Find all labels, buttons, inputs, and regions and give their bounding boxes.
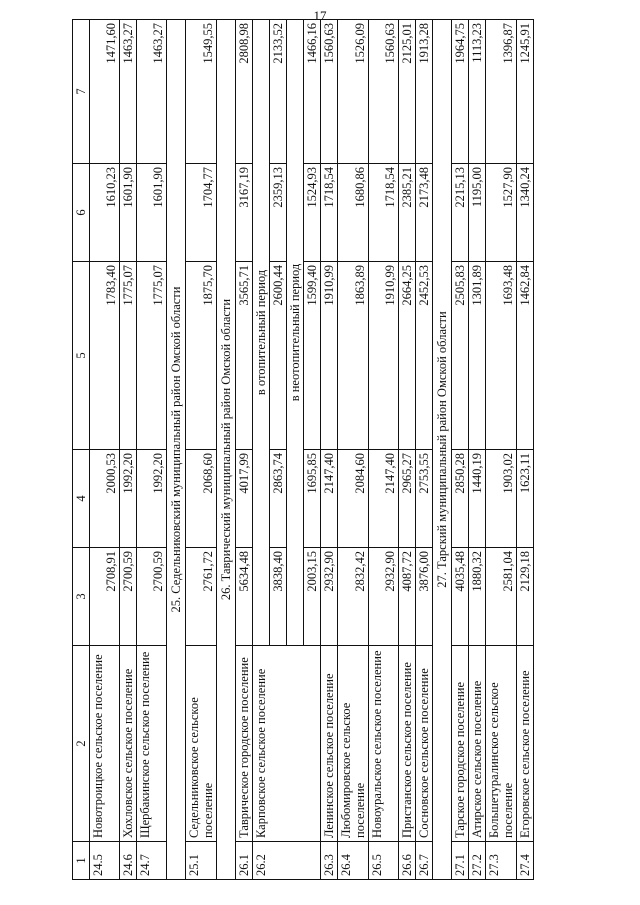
row-code: 26.3 — [321, 842, 338, 880]
value-cell: 3838,40 — [270, 548, 287, 646]
header-cell: 5 — [73, 262, 90, 450]
value-cell: 1910,99 — [321, 262, 338, 450]
value-cell: 2452,53 — [416, 262, 433, 450]
row-code: 27.1 — [452, 842, 469, 880]
value-cell: 1775,07 — [120, 262, 137, 450]
value-cell: 1463,27 — [137, 20, 167, 164]
tariff-table-rotated — [72, 20, 602, 880]
value-cell: 5634,48 — [236, 548, 253, 646]
table-row — [321, 20, 338, 880]
value-cell: 2133,52 — [270, 20, 287, 164]
value-cell: 2863,74 — [270, 450, 287, 548]
value-cell: 1863,89 — [338, 262, 369, 450]
row-name: Атирское сельское поселение — [469, 646, 486, 842]
period-label: в неотопительный период — [287, 20, 304, 646]
value-cell: 1601,90 — [120, 164, 137, 262]
value-cell: 2003,15 — [304, 548, 321, 646]
table-row — [486, 20, 517, 880]
row-name: Таврическое городское поселение — [236, 646, 253, 842]
value-cell: 1440,19 — [469, 450, 486, 548]
value-cell: 2359,13 — [270, 164, 287, 262]
row-name: Егоровское сельское поселение — [517, 646, 534, 842]
value-cell: 1549,55 — [186, 20, 217, 164]
value-cell: 1560,63 — [321, 20, 338, 164]
table-header-row — [73, 20, 90, 880]
row-code: 24.7 — [137, 842, 167, 880]
value-cell: 2850,28 — [452, 450, 469, 548]
value-cell: 1524,93 — [304, 164, 321, 262]
section-heading-row — [167, 20, 186, 880]
table-row — [469, 20, 486, 880]
value-cell: 1471,60 — [90, 20, 120, 164]
row-name: Большетуралинское сельское поселение — [486, 646, 517, 842]
row-code: 26.5 — [369, 842, 399, 880]
table-row — [137, 20, 167, 880]
header-cell: 2 — [73, 646, 90, 842]
value-cell: 2215,13 — [452, 164, 469, 262]
table-row — [236, 20, 253, 880]
row-code: 26.7 — [416, 842, 433, 880]
value-cell: 2385,21 — [399, 164, 416, 262]
value-cell: 3876,00 — [416, 548, 433, 646]
value-cell: 2832,42 — [338, 548, 369, 646]
value-cell: 2932,90 — [369, 548, 399, 646]
value-cell: 1875,70 — [186, 262, 217, 450]
tariff-table — [72, 19, 534, 880]
value-cell: 1783,40 — [90, 262, 120, 450]
value-cell: 2700,59 — [137, 548, 167, 646]
section-heading-row — [433, 20, 452, 880]
row-name: Сосновское сельское поселение — [416, 646, 433, 842]
value-cell: 4087,72 — [399, 548, 416, 646]
period-label: в отопительный период — [253, 20, 270, 646]
table-row — [253, 20, 270, 880]
value-cell: 2600,44 — [270, 262, 287, 450]
value-cell: 1775,07 — [137, 262, 167, 450]
value-cell: 2084,60 — [338, 450, 369, 548]
header-cell: 7 — [73, 20, 90, 164]
table-row — [416, 20, 433, 880]
value-cell: 1195,00 — [469, 164, 486, 262]
value-cell: 1903,02 — [486, 450, 517, 548]
value-cell: 1301,89 — [469, 262, 486, 450]
value-cell: 2808,98 — [236, 20, 253, 164]
value-cell: 1964,75 — [452, 20, 469, 164]
row-code: 24.5 — [90, 842, 120, 880]
row-code: 26.2 — [253, 842, 321, 880]
value-cell: 1695,85 — [304, 450, 321, 548]
value-cell: 1396,87 — [486, 20, 517, 164]
table-row — [399, 20, 416, 880]
row-code: 26.1 — [236, 842, 253, 880]
value-cell: 1693,48 — [486, 262, 517, 450]
value-cell: 1463,27 — [120, 20, 137, 164]
value-cell: 1462,84 — [517, 262, 534, 450]
header-cell: 3 — [73, 548, 90, 646]
value-cell: 1526,09 — [338, 20, 369, 164]
header-cell: 6 — [73, 164, 90, 262]
value-cell: 1704,77 — [186, 164, 217, 262]
value-cell: 4017,99 — [236, 450, 253, 548]
value-cell: 1913,28 — [416, 20, 433, 164]
table-row — [517, 20, 534, 880]
value-cell: 1718,54 — [321, 164, 338, 262]
row-code: 27.2 — [469, 842, 486, 880]
value-cell: 1527,90 — [486, 164, 517, 262]
value-cell: 2129,18 — [517, 548, 534, 646]
value-cell: 1910,99 — [369, 262, 399, 450]
table-row — [338, 20, 369, 880]
value-cell: 2700,59 — [120, 548, 137, 646]
row-name: Новоуральское сельское поселение — [369, 646, 399, 842]
value-cell: 2753,55 — [416, 450, 433, 548]
value-cell: 1718,54 — [369, 164, 399, 262]
value-cell: 1601,90 — [137, 164, 167, 262]
row-name: Любомировское сельское поселение — [338, 646, 369, 842]
row-code: 26.6 — [399, 842, 416, 880]
table-row — [369, 20, 399, 880]
value-cell: 2505,83 — [452, 262, 469, 450]
value-cell: 3167,19 — [236, 164, 253, 262]
page-number: 17 — [313, 8, 327, 23]
row-code: 26.4 — [338, 842, 369, 880]
value-cell: 1113,23 — [469, 20, 486, 164]
value-cell: 1245,91 — [517, 20, 534, 164]
section-heading-row — [217, 20, 236, 880]
row-name: Новотроицкое сельское поселение — [90, 646, 120, 842]
row-name: Хохловское сельское поселение — [120, 646, 137, 842]
value-cell: 2761,72 — [186, 548, 217, 646]
value-cell: 2125,01 — [399, 20, 416, 164]
value-cell: 2965,27 — [399, 450, 416, 548]
row-code: 24.6 — [120, 842, 137, 880]
value-cell: 1466,16 — [304, 20, 321, 164]
value-cell: 1560,63 — [369, 20, 399, 164]
value-cell: 3565,71 — [236, 262, 253, 450]
row-code: 27.3 — [486, 842, 517, 880]
table-row — [90, 20, 120, 880]
value-cell: 2068,60 — [186, 450, 217, 548]
value-cell: 1992,20 — [120, 450, 137, 548]
value-cell: 2147,40 — [321, 450, 338, 548]
value-cell: 1623,11 — [517, 450, 534, 548]
value-cell: 1680,86 — [338, 164, 369, 262]
value-cell: 2000,53 — [90, 450, 120, 548]
value-cell: 1880,32 — [469, 548, 486, 646]
row-name: Карповское сельское поселение — [253, 646, 321, 842]
header-cell: 4 — [73, 450, 90, 548]
table-row — [452, 20, 469, 880]
table-row — [120, 20, 137, 880]
value-cell: 1599,40 — [304, 262, 321, 450]
value-cell: 1610,23 — [90, 164, 120, 262]
row-name: Седельниковское сельское поселение — [186, 646, 217, 842]
value-cell: 1340,24 — [517, 164, 534, 262]
header-cell: 1 — [73, 842, 90, 880]
value-cell: 4035,48 — [452, 548, 469, 646]
value-cell: 2147,40 — [369, 450, 399, 548]
row-code: 25.1 — [186, 842, 217, 880]
row-name: Тарское городское поселение — [452, 646, 469, 842]
value-cell: 2581,04 — [486, 548, 517, 646]
row-name: Щербакинское сельское поселение — [137, 646, 167, 842]
value-cell: 2708,91 — [90, 548, 120, 646]
section-title: 26. Таврический муниципальный район Омской области — [217, 20, 236, 880]
section-title: 27. Тарский муниципальный район Омской области — [433, 20, 452, 880]
row-code: 27.4 — [517, 842, 534, 880]
value-cell: 1992,20 — [137, 450, 167, 548]
value-cell: 2173,48 — [416, 164, 433, 262]
section-title: 25. Седельниковский муниципальный район Омской области — [167, 20, 186, 880]
value-cell: 2932,90 — [321, 548, 338, 646]
row-name: Ленинское сельское поселение — [321, 646, 338, 842]
row-name: Пристанское сельское поселение — [399, 646, 416, 842]
table-row — [186, 20, 217, 880]
value-cell: 2664,25 — [399, 262, 416, 450]
